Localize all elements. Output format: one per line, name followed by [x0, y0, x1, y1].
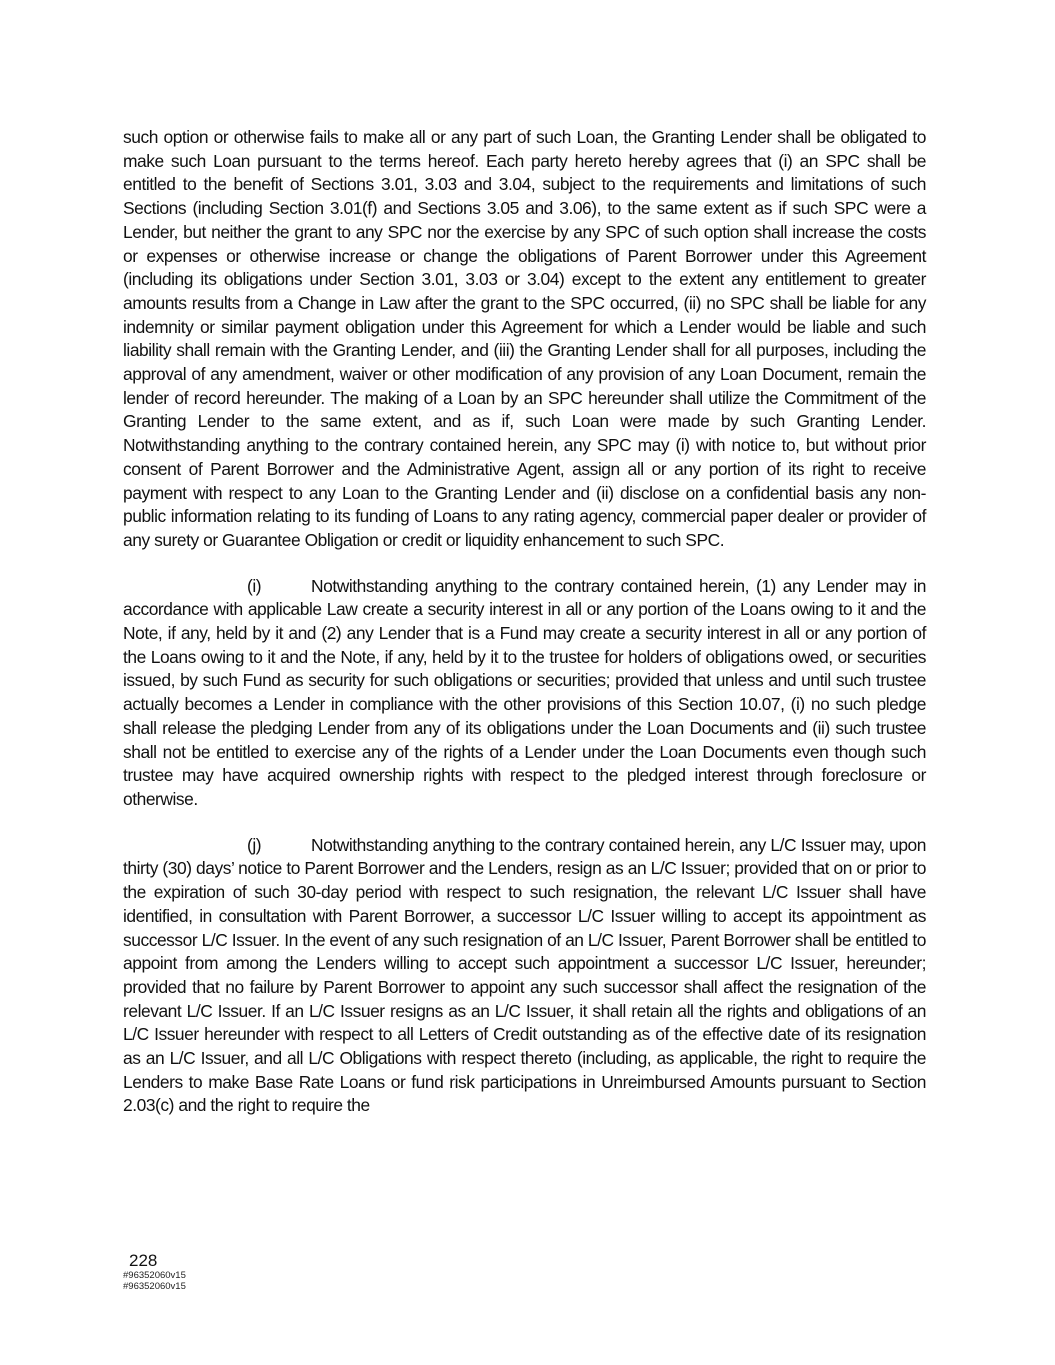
paragraph-continuation [123, 126, 926, 553]
page-footer [123, 1252, 186, 1292]
paragraph-i [123, 575, 926, 812]
paragraph-text: Notwithstanding anything to the contrary contained herein, (1) any Lender may in accordance with applicable Law create a security interest in all or any portion of the Loans owing to it and the Note, if any, held by it and (2) any Lender that is a Fund may create a security interest in all or any portion of the Loans owing to it and the Note, if any, held by it to the trustee for holders of obligations owed, or securities issued, by such Fund as security for such obligations or securities; provided that unless and until such trustee actually becomes a Lender in compliance with the other provisions of this Section 10.07, (i) no such pledge shall release the pledging Lender from any of its obligations under the Loan Documents and (ii) such trustee shall not be entitled to exercise any of the rights of a Lender under the Loan Documents even though such trustee may have acquired ownership rights with respect to the pledged interest through foreclosure or otherwise. [123, 575, 926, 809]
paragraph-text: such option or otherwise fails to make all or any part of such Loan, the Granting Lender shall be obligated to make such Loan pursuant to the terms hereof. Each party hereto hereby agrees that (i) an SPC shall be entitled to the benefit of Sections 3.01, 3.03 and 3.04, subject to the requirements and limitations of such Sections (including Section 3.01(f) and Sections 3.05 and 3.06), to the same extent as if such SPC were a Lender, but neither the grant to any SPC nor the exercise by any SPC of such option shall increase the costs or expenses or otherwise increase or change the obligations of Parent Borrower under this Agreement (including its obligations under Section 3.01, 3.03 or 3.04) except to the extent any entitlement to greater amounts results from a Change in Law after the grant to the SPC occurred, (ii) no SPC shall be liable for any indemnity or similar payment obligation under this Agreement for which a Lender would be liable and such liability shall remain with the Granting Lender, and (iii) the Granting Lender shall for all purposes, including the approval of any amendment, waiver or other modification of any provision of any Loan Document, remain the lender of record hereunder. The making of a Loan by an SPC hereunder shall utilize the Commitment of the Granting Lender to the same extent, and as if, such Loan were made by such Granting Lender. Notwithstanding anything to the contrary contained herein, any SPC may (i) with notice to, but without prior consent of Parent Borrower and the Administrative Agent, assign all or any portion of its right to receive payment with respect to any Loan to the Granting Lender and (ii) disclose on a confidential basis any non-public information relating to its funding of Loans to any rating agency, commercial paper dealer or provider of any surety or Guarantee Obligation or credit or liquidity enhancement to such SPC. [123, 127, 926, 550]
document-body [123, 126, 926, 1118]
paragraph-text: Notwithstanding anything to the contrary contained herein, any L/C Issuer may, upon thirty (30) days’ notice to Parent Borrower and the Lenders, resign as an L/C Issuer; provided that on or prior to the expiration of such 30-day period with respect to such resignation, the relevant L/C Issuer shall have identified, in consultation with Parent Borrower, a successor L/C Issuer willing to accept its appointment as successor L/C Issuer. In the event of any such resignation of an L/C Issuer, Parent Borrower shall be entitled to appoint from among the Lenders willing to accept such appointment a successor L/C Issuer, hereunder; provided that no failure by Parent Borrower to appoint any such successor shall affect the resignation of the relevant L/C Issuer. If an L/C Issuer resigns as an L/C Issuer, it shall retain all the rights and obligations of an L/C Issuer hereunder with respect to all Letters of Credit outstanding as of the effective date of its resignation as an L/C Issuer, and all L/C Obligations with respect thereto (including, as applicable, the right to require the Lenders to make Base Rate Loans or fund risk participations in Unreimbursed Amounts pursuant to Section 2.03(c) and the right to require the [123, 834, 926, 1116]
paragraph-marker: (j) [247, 834, 262, 855]
document-id: #96352060v15 [123, 1270, 186, 1281]
page-number: 228 [129, 1251, 158, 1270]
paragraph-j [123, 834, 926, 1118]
paragraph-marker: (i) [247, 575, 262, 596]
document-id: #96352060v15 [123, 1281, 186, 1292]
